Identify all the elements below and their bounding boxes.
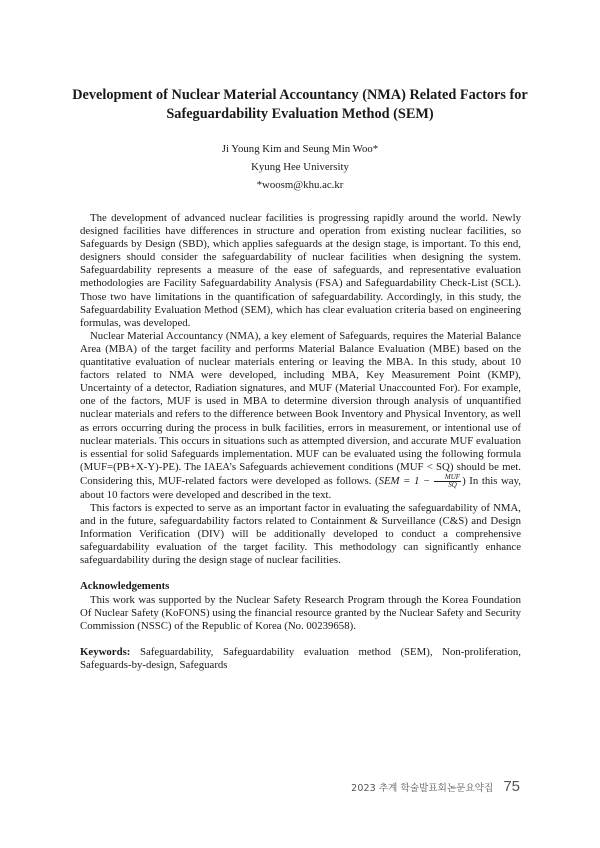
fraction-numerator: MUF [434, 474, 461, 482]
page-number: 75 [503, 778, 520, 795]
acknowledgements-text: This work was supported by the Nuclear Safety Research Program through the Korea Foundation Of Nuclear Safety (KoFONS) using the financial resource granted by the Nuclear Safety and Security Commission (NSSC) of the Republic of Korea (No. 00239658). [80, 593, 521, 632]
paper-title: Development of Nuclear Material Accountancy (NMA) Related Factors for Safeguardability Evaluation Method (SEM) [72, 87, 528, 122]
keywords-text: Safeguardability, Safeguardability evaluation method (SEM), Non-proliferation, Safeguards-by-design, Safeguards [80, 645, 521, 671]
acknowledgements-heading: Acknowledgements [80, 580, 170, 593]
author-names: Ji Young Kim and Seung Min Woo* [221, 143, 379, 155]
proceedings-title: 2023 추계 학술발표회논문요약집 [351, 783, 494, 794]
paragraph-1: The development of advanced nuclear facilities is progressing rapidly around the world. Newly designed facilities have differences in structure and operation from existing nuclear facilities, so Safeguards by Design (SBD), which applies safeguards at the design stage, is important. To this end, designers should consider the safeguardability of nuclear facilities when designing the system. Safeguardability represents a measure of the ease of safeguards, and representative evaluation methodologies are Facility Safeguardability Analysis (FSA) and Safeguardability Check-List (SCL). Those two have limitations in the quantification of safeguardability. Accordingly, in this study, the Safeguardability Evaluation Method (SEM), which has clear evaluation criteria based on engineering formulas, was developed. [80, 212, 521, 329]
fraction-denominator: SQ [448, 480, 457, 489]
paragraph-2 [80, 330, 521, 502]
author-email: *woosm@khu.ac.kr [256, 179, 344, 191]
affiliation: Kyung Hee University [251, 161, 349, 173]
formula-trailing-text: ) In this way, about 10 factors were developed and described in the text. [80, 474, 522, 501]
paragraph-2-text: Nuclear Material Accountancy (NMA), a key element of Safeguards, requires the Material Balance Area (MBA) of the target facility and performs Material Balance Evaluation (MBE) based on the quantitative evaluation of nuclear materials entering or leaving the MBA. In this study, about 10 factors related to NMA were developed, including MBA, Key Measurement Point (KMP), Uncertainty of a detector, Radiation signatures, and MUF (Material Unaccounted For). For example, one of the factors, MUF is used in MBA to determine diversion through analysis of unquantified nuclear materials and refers to the difference between Book Inventory and Physical Inventory, as well as errors occurring during the process in bulk facilities, errors in measurement, or intentional use of nuclear materials. This occurs in situations such as attempted diversion, and accurate MUF evaluation is essential for solid Safeguards implementation. MUF can be evaluated using the following formula (MUF=(PB+X-Y)-PE). The IAEA’s Safeguards achievement conditions (MUF < SQ) should be met. Considering this, MUF-related factors were developed as follows. ( [80, 329, 521, 487]
keywords-line [80, 646, 521, 672]
formula-sem: SEM = 1 − [378, 474, 431, 487]
formula-fraction [434, 474, 461, 489]
keywords-label: Keywords: [80, 645, 131, 658]
abstract-body [80, 212, 521, 672]
page-footer [351, 778, 520, 795]
author-block [0, 140, 600, 194]
paragraph-3: This factors is expected to serve as an important factor in evaluating the safeguardability of NMA, and in the future, safeguardability factors related to Containment & Surveillance (C&S) and Design Information Verification (DIV) will be additionally developed to conduct a comprehensive safeguardability evaluation of the target facility. This methodology can significantly enhance safeguardability during the design stage of nuclear facilities. [80, 501, 521, 567]
